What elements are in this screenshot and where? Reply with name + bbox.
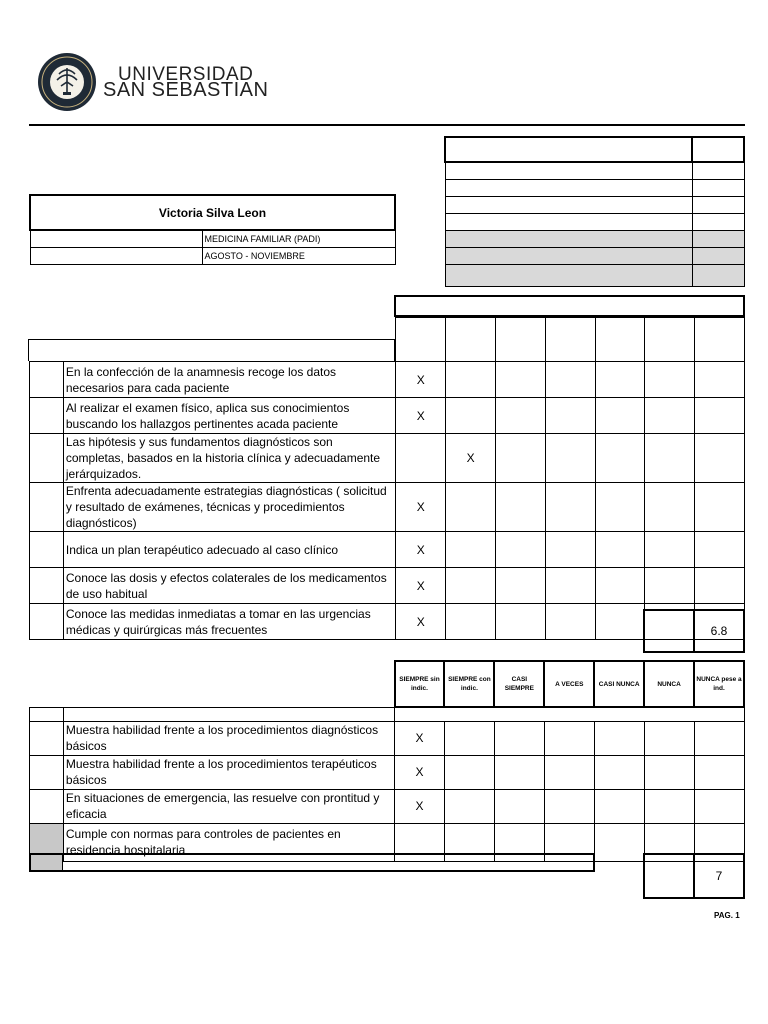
row-number-cell xyxy=(30,789,64,823)
col-casi-nunca: CASI NUNCA xyxy=(594,661,644,707)
criterion-text: Conoce las dosis y efectos colaterales de los medicamentos de uso habitual xyxy=(63,568,396,604)
rating-cell xyxy=(694,721,744,755)
rating-cell xyxy=(544,755,594,789)
university-name-line1: UNIVERSIDAD xyxy=(118,64,254,85)
col-nunca: NUNCA xyxy=(644,661,694,707)
rating-cell xyxy=(446,604,496,640)
rating-cell xyxy=(645,532,695,568)
rating-cell xyxy=(496,483,546,532)
table-row xyxy=(30,568,745,604)
table-row xyxy=(30,789,745,823)
rating-mark: X xyxy=(396,483,446,532)
rating-cell xyxy=(446,483,496,532)
rating-cell xyxy=(695,362,745,398)
rating-mark: X xyxy=(395,755,445,789)
rating-cell xyxy=(645,483,695,532)
rating-cell xyxy=(396,434,446,483)
rating-cell xyxy=(444,755,494,789)
row-number-cell xyxy=(30,568,64,604)
section2-score-label-box xyxy=(643,853,695,899)
rating-cell xyxy=(595,434,645,483)
section2-table xyxy=(29,660,745,862)
rating-mark: X xyxy=(396,604,446,640)
criterion-text: Muestra habilidad frente a los procedimientos terapéuticos básicos xyxy=(63,755,394,789)
section1-score: 6.8 xyxy=(693,609,745,653)
rating-cell xyxy=(496,434,546,483)
section2-score: 7 xyxy=(693,853,745,899)
criterion-text: Las hipótesis y sus fundamentos diagnósticos son completas, basados en la historia clínica y adecuadamente jerárquizados. xyxy=(63,434,396,483)
period-value: AGOSTO - NOVIEMBRE xyxy=(202,248,395,265)
row-number-cell xyxy=(30,755,64,789)
table-row xyxy=(30,755,745,789)
rating-cell xyxy=(595,398,645,434)
criterion-text: Conoce las medidas inmediatas a tomar en las urgencias médicas y quirúrgicas más frecuentes xyxy=(63,604,396,640)
rating-cell xyxy=(446,532,496,568)
rating-cell xyxy=(494,789,544,823)
rating-mark: X xyxy=(396,568,446,604)
rating-cell xyxy=(545,568,595,604)
rating-cell xyxy=(645,398,695,434)
row-number-cell xyxy=(30,721,64,755)
section2-summary-bar xyxy=(29,853,595,872)
row-number-cell xyxy=(30,434,64,483)
criterion-text: En la confección de la anamnesis recoge los datos necesarios para cada paciente xyxy=(63,362,396,398)
rating-cell xyxy=(545,398,595,434)
row-number-cell xyxy=(30,398,64,434)
table-row xyxy=(30,434,745,483)
rating-cell xyxy=(594,823,644,861)
row-number-cell xyxy=(30,483,64,532)
criterion-text: Al realizar el examen físico, aplica sus conocimientos buscando los hallazgos pertinentes acada paciente xyxy=(63,398,396,434)
section1-header-bar xyxy=(394,295,745,317)
rating-cell xyxy=(695,434,745,483)
program-value: MEDICINA FAMILIAR (PADI) xyxy=(202,230,395,248)
rating-mark: X xyxy=(395,789,445,823)
rating-cell xyxy=(595,604,645,640)
page-number: PAG. 1 xyxy=(714,911,740,920)
rating-cell xyxy=(694,755,744,789)
student-info-table xyxy=(29,194,396,265)
rating-cell xyxy=(695,398,745,434)
rating-cell xyxy=(544,789,594,823)
rating-cell xyxy=(594,721,644,755)
col-a-veces: A VECES xyxy=(544,661,594,707)
rating-mark: X xyxy=(396,398,446,434)
rating-cell xyxy=(644,721,694,755)
rating-cell xyxy=(645,568,695,604)
rating-cell xyxy=(496,568,546,604)
col-siempre-sin-indic: SIEMPRE sin indic. xyxy=(395,661,445,707)
rating-cell xyxy=(595,568,645,604)
section2-summary-bar-shade xyxy=(31,855,63,870)
rating-cell xyxy=(545,362,595,398)
section1-table xyxy=(29,317,745,640)
rating-cell xyxy=(594,789,644,823)
rating-cell xyxy=(496,362,546,398)
criterion-text: Muestra habilidad frente a los procedimientos diagnósticos básicos xyxy=(63,721,394,755)
rating-cell xyxy=(595,483,645,532)
rating-cell xyxy=(695,568,745,604)
rating-cell xyxy=(545,532,595,568)
criterion-text: Enfrenta adecuadamente estrategias diagnósticas ( solicitud y resultado de exámenes, técnicas y procedimientos diagnósticos) xyxy=(63,483,396,532)
header-rule xyxy=(29,124,745,126)
section1-score-label-box xyxy=(643,609,695,653)
rating-cell xyxy=(444,789,494,823)
rating-cell xyxy=(644,789,694,823)
rating-cell xyxy=(694,789,744,823)
rating-mark: X xyxy=(395,721,445,755)
rating-cell xyxy=(446,398,496,434)
rating-cell xyxy=(595,532,645,568)
rating-cell xyxy=(645,362,695,398)
rating-cell xyxy=(644,755,694,789)
row-number-cell xyxy=(30,532,64,568)
row-number-cell xyxy=(30,604,64,640)
rating-cell xyxy=(695,532,745,568)
table-row xyxy=(30,721,745,755)
summary-grid xyxy=(444,136,745,287)
rating-cell xyxy=(496,398,546,434)
rating-cell xyxy=(645,434,695,483)
table-row xyxy=(30,532,745,568)
rating-cell xyxy=(695,483,745,532)
criterion-text: Cumple con normas para controles de pacientes en residencia hospitalaria xyxy=(63,823,394,861)
rating-cell xyxy=(494,755,544,789)
rating-mark: X xyxy=(396,532,446,568)
rating-cell xyxy=(496,604,546,640)
col-casi-siempre: CASI SIEMPRE xyxy=(494,661,544,707)
col-siempre-con-indic: SIEMPRE con indic. xyxy=(444,661,494,707)
table-row xyxy=(30,398,745,434)
criterion-text: Indica un plan terapéutico adecuado al caso clínico xyxy=(63,532,396,568)
rating-mark: X xyxy=(396,362,446,398)
table-row xyxy=(30,362,745,398)
rating-cell xyxy=(446,362,496,398)
rating-cell xyxy=(545,434,595,483)
student-name: Victoria Silva Leon xyxy=(30,195,395,230)
rating-cell xyxy=(545,483,595,532)
rating-cell xyxy=(494,721,544,755)
rating-cell xyxy=(446,568,496,604)
rating-mark: X xyxy=(446,434,496,483)
criterion-text: En situaciones de emergencia, las resuelve con prontitud y eficacia xyxy=(63,789,394,823)
rating-cell xyxy=(496,532,546,568)
rating-cell xyxy=(545,604,595,640)
rating-cell xyxy=(444,721,494,755)
row-number-cell xyxy=(30,362,64,398)
university-name-line2: SAN SEBASTIAN xyxy=(103,79,269,101)
table-row xyxy=(30,604,745,640)
col-nunca-pese: NUNCA pese a ind. xyxy=(694,661,744,707)
rating-cell xyxy=(594,755,644,789)
rating-cell xyxy=(544,721,594,755)
rating-cell xyxy=(595,362,645,398)
university-seal-logo xyxy=(33,52,101,112)
table-row xyxy=(30,483,745,532)
